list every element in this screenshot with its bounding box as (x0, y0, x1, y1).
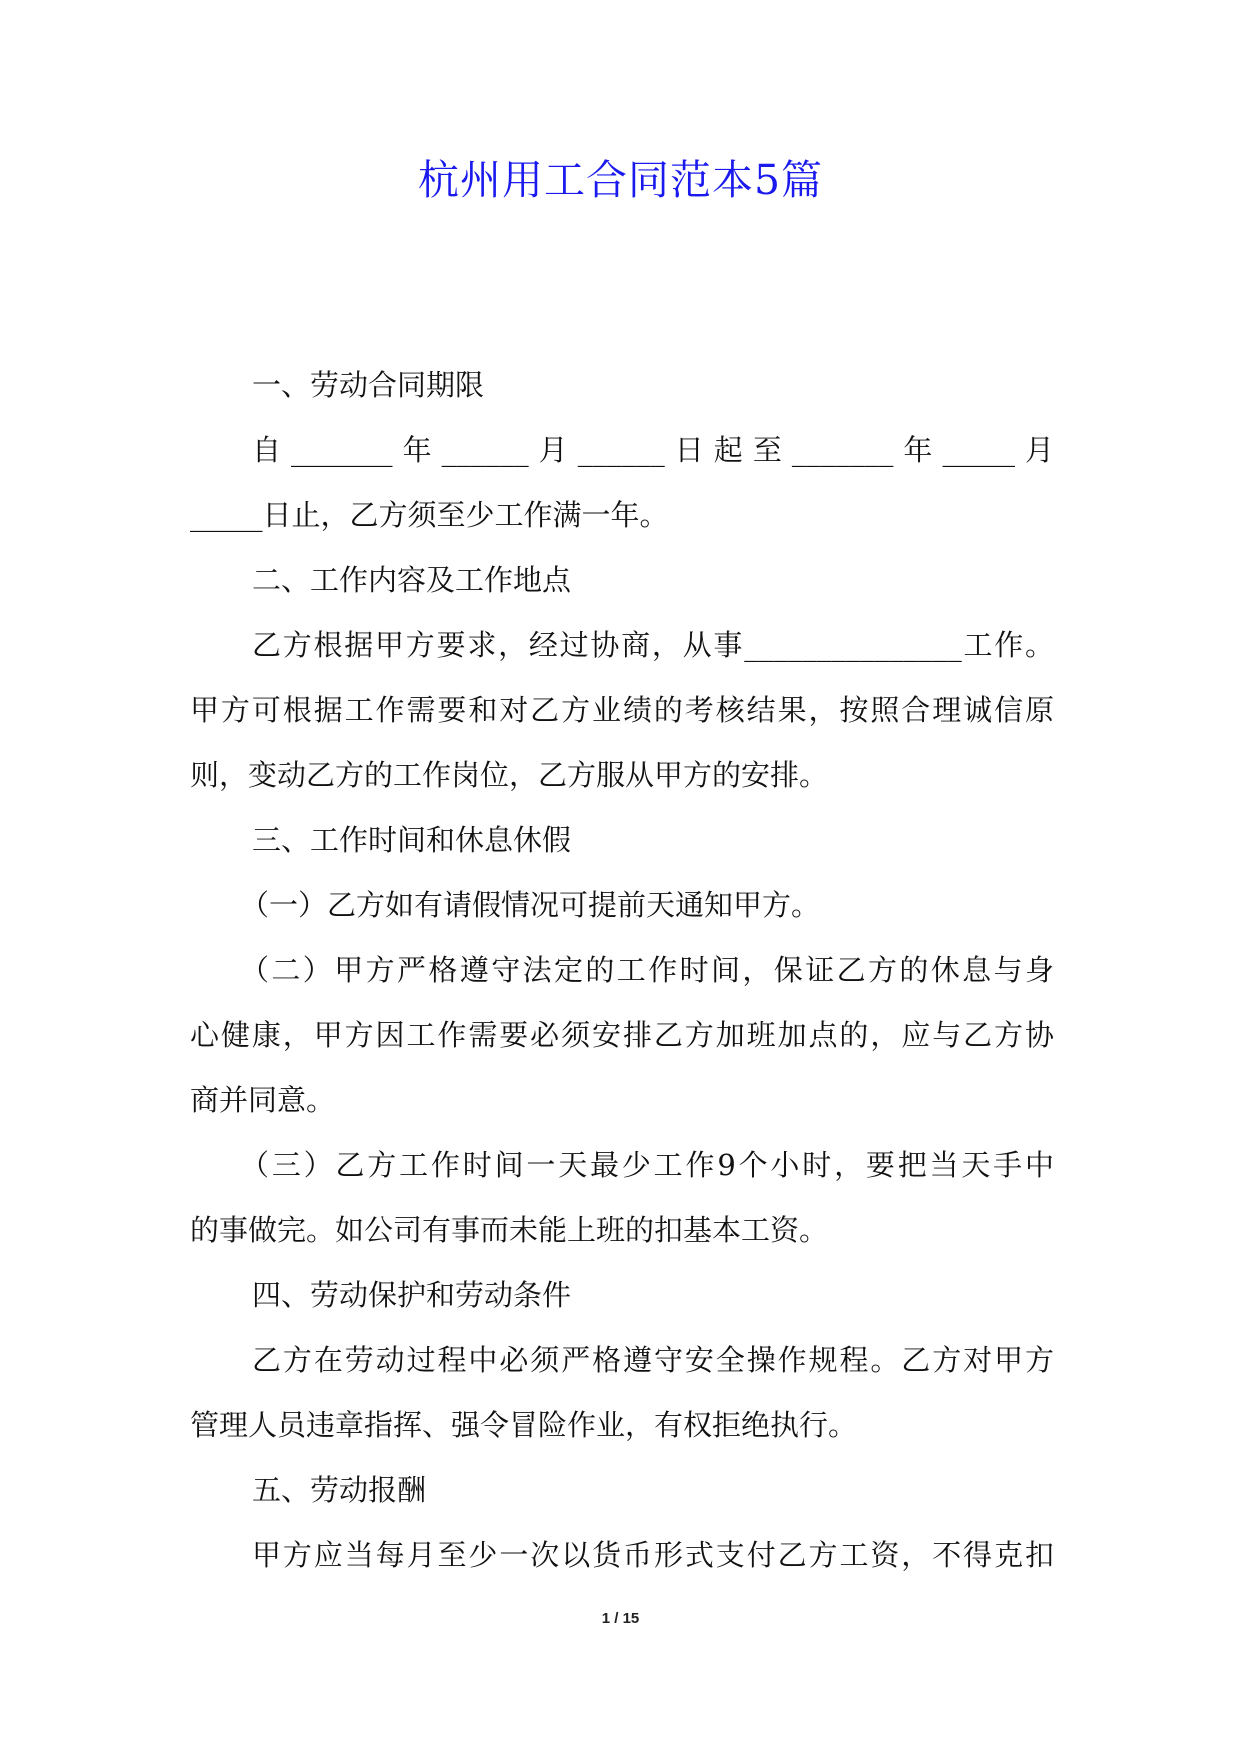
paragraph-line: 管理人员违章指挥、强令冒险作业，有权拒绝执行。 (190, 1408, 858, 1442)
page-number: 1 / 15 (601, 1610, 640, 1627)
paragraph-line: 乙方在劳动过程中必须严格遵守安全操作规程。乙方对甲方 (252, 1343, 1054, 1377)
section-heading: 一、劳动合同期限 (252, 368, 485, 402)
paragraph-line: （二）甲方严格遵守法定的工作时间，保证乙方的休息与身 (240, 953, 1054, 987)
paragraph-line: _____日止，乙方须至少工作满一年。 (190, 498, 669, 532)
paragraph-line: 心健康，甲方因工作需要必须安排乙方加班加点的，应与乙方协 (190, 1018, 1054, 1052)
paragraph-line: 商并同意。 (190, 1083, 336, 1117)
paragraph-line: 自_______年______月______日起至_______年_____月 (252, 433, 1054, 467)
document-body (190, 353, 1054, 1588)
paragraph-line: 的事做完。如公司有事而未能上班的扣基本工资。 (190, 1213, 829, 1247)
section-heading: 二、工作内容及工作地点 (252, 563, 572, 597)
paragraph-line: （三）乙方工作时间一天最少工作9个小时，要把当天手中 (240, 1148, 1054, 1182)
paragraph-line: 甲方可根据工作需要和对乙方业绩的考核结果，按照合理诚信原 (190, 693, 1054, 727)
section-heading: 三、工作时间和休息休假 (252, 823, 572, 857)
paragraph-line: 乙方根据甲方要求，经过协商，从事_______________工作。 (252, 628, 1054, 662)
document-title: 杭州用工合同范本5篇 (417, 156, 824, 204)
paragraph-line: 则，变动乙方的工作岗位，乙方服从甲方的安排。 (190, 758, 829, 792)
paragraph-line: （一）乙方如有请假情况可提前天通知甲方。 (240, 888, 821, 922)
paragraph-line: 甲方应当每月至少一次以货币形式支付乙方工资，不得克扣 (252, 1538, 1054, 1572)
section-heading: 五、劳动报酬 (252, 1473, 427, 1507)
section-heading: 四、劳动保护和劳动条件 (252, 1278, 572, 1312)
